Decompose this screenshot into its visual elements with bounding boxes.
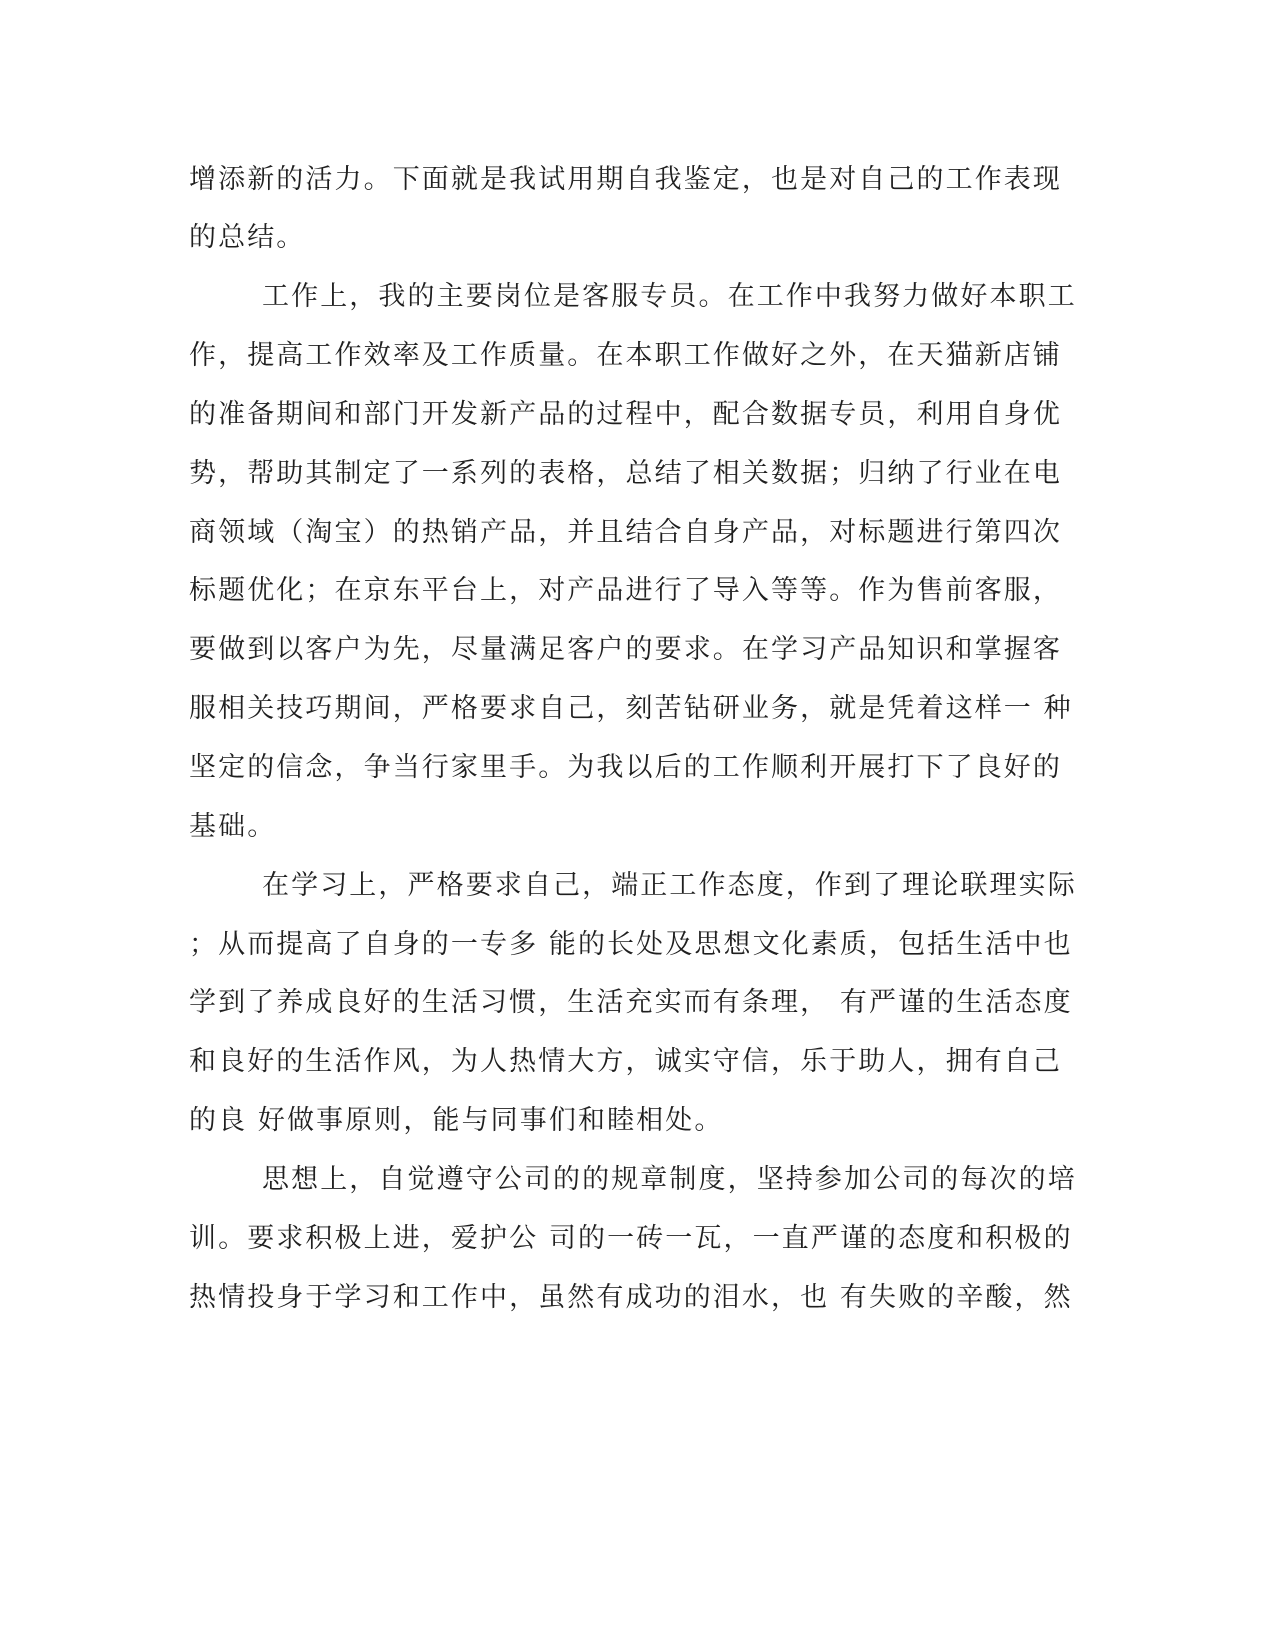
text-line: 增添新的活力。下面就是我试用期自我鉴定，也是对自己的工作表现 xyxy=(189,164,1062,195)
text-line: 训。要求积极上进，爱护公 司的一砖一瓦，一直严谨的态度和积极的 xyxy=(189,1223,1073,1254)
text-line: 作，提高工作效率及工作质量。在本职工作做好之外，在天猫新店铺 xyxy=(189,340,1062,371)
paragraph-start-line: 在学习上，严格要求自己，端正工作态度，作到了理论联理实际 xyxy=(262,870,1077,901)
text-line: ；从而提高了自身的一专多 能的长处及思想文化素质，包括生活中也 xyxy=(189,929,1073,960)
paragraph-start-line: 工作上，我的主要岗位是客服专员。在工作中我努力做好本职工 xyxy=(262,281,1077,312)
text-line: 的准备期间和部门开发新产品的过程中，配合数据专员，利用自身优 xyxy=(189,399,1062,430)
text-line: 势，帮助其制定了一系列的表格，总结了相关数据；归纳了行业在电 xyxy=(189,458,1062,489)
text-line: 服相关技巧期间，严格要求自己，刻苦钻研业务，就是凭着这样一 种 xyxy=(189,693,1073,724)
text-line: 基础。 xyxy=(189,811,277,842)
text-line: 和良好的生活作风，为人热情大方，诚实守信，乐于助人，拥有自己 xyxy=(189,1046,1062,1077)
text-line: 要做到以客户为先，尽量满足客户的要求。在学习产品知识和掌握客 xyxy=(189,634,1062,665)
text-line: 热情投身于学习和工作中，虽然有成功的泪水，也 有失败的辛酸，然 xyxy=(189,1282,1073,1313)
text-line: 学到了养成良好的生活习惯，生活充实而有条理， 有严谨的生活态度 xyxy=(189,987,1073,1018)
text-line: 商领域（淘宝）的热销产品，并且结合自身产品，对标题进行第四次 xyxy=(189,517,1062,548)
text-line: 坚定的信念，争当行家里手。为我以后的工作顺利开展打下了良好的 xyxy=(189,752,1062,783)
text-line: 的良 好做事原则，能与同事们和睦相处。 xyxy=(189,1105,724,1136)
text-line: 的总结。 xyxy=(189,222,306,253)
text-line: 标题优化；在京东平台上，对产品进行了导入等等。作为售前客服， xyxy=(189,575,1062,606)
paragraph-start-line: 思想上，自觉遵守公司的的规章制度，坚持参加公司的每次的培 xyxy=(262,1164,1077,1195)
